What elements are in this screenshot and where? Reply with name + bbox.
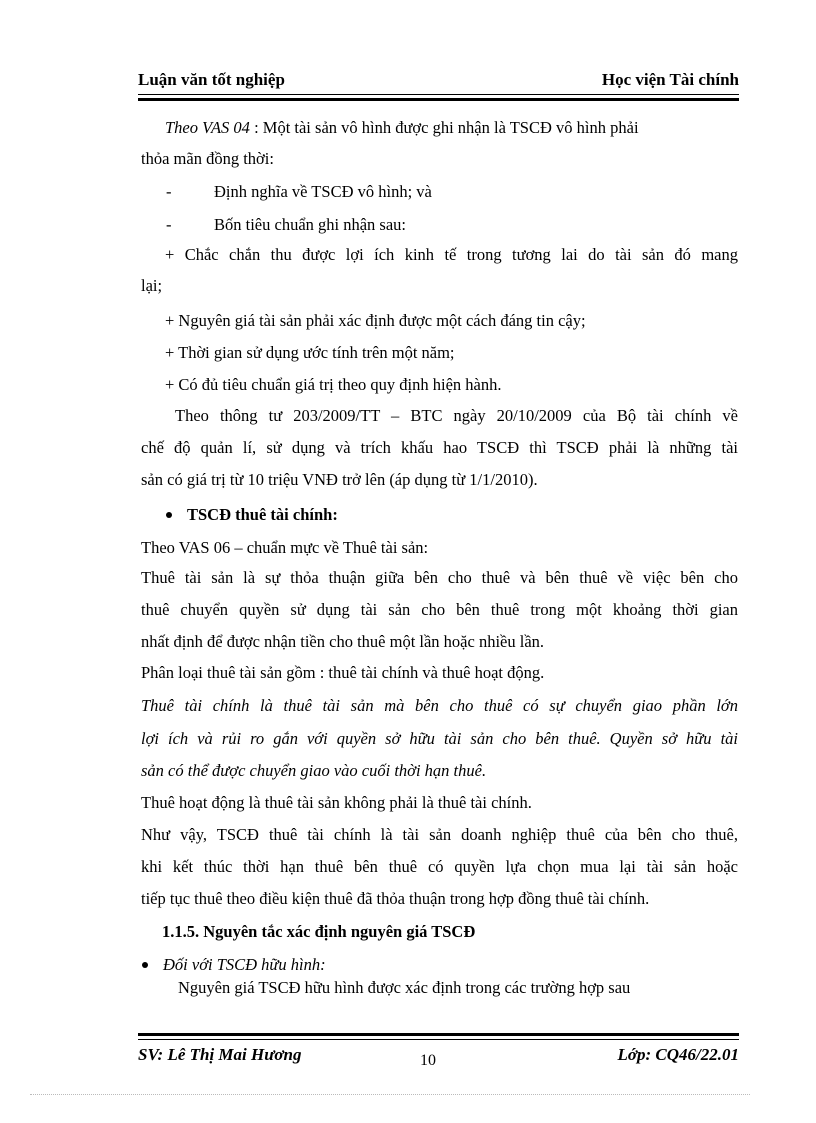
paragraph-tangible-cost: Nguyên giá TSCĐ hữu hình được xác định trong các trường hợp sau	[178, 978, 631, 997]
footer-student: SV: Lê Thị Mai Hương	[138, 1045, 302, 1064]
paragraph-lease-def-line3: nhất định để được nhận tiền cho thuê một lần hoặc nhiều lần.	[141, 632, 545, 651]
plus-item-cost: + Nguyên giá tài sản phải xác định được một cách đáng tin cậy;	[165, 311, 586, 330]
bullet-icon	[142, 962, 148, 968]
paragraph-conclusion-line3: tiếp tục thuê theo điều kiện thuê đã thỏa thuận trong hợp đồng thuê tài chính.	[141, 889, 650, 908]
paragraph-circular-line2: chế độ quản lí, sử dụng và trích khấu hao TSCĐ thì TSCĐ phải là những tài	[141, 438, 738, 457]
section-heading-1-1-5: 1.1.5. Nguyên tắc xác định nguyên giá TSCĐ	[162, 922, 476, 941]
header-institution: Học viện Tài chính	[601, 70, 739, 89]
paragraph-operating-lease: Thuê hoạt động là thuê tài sản không phải là thuê tài chính.	[141, 793, 532, 812]
dash-item-definition: Định nghĩa về TSCĐ vô hình; và	[214, 182, 432, 201]
footer-class: Lớp: CQ46/22.01	[617, 1045, 739, 1064]
paragraph-circular-line1: Theo thông tư 203/2009/TT – BTC ngày 20/10/2009 của Bộ tài chính về	[175, 406, 738, 425]
bullet-icon	[166, 512, 172, 518]
dash-item-criteria: Bốn tiêu chuẩn ghi nhận sau:	[214, 215, 407, 234]
page-number: 10	[420, 1052, 436, 1069]
paragraph-vas06: Theo VAS 06 – chuẩn mực về Thuê tài sản:	[141, 538, 429, 557]
paragraph-lease-def-line2: thuê chuyển quyền sử dụng tài sản cho bên thuê trong một khoảng thời gian	[141, 600, 738, 619]
section-bullet-finance-lease: TSCĐ thuê tài chính:	[187, 505, 338, 524]
footer-rule-thick	[138, 1033, 739, 1036]
bullet-tangible-assets: Đối với TSCĐ hữu hình:	[163, 955, 326, 974]
paragraph-lease-def-line1: Thuê tài sản là sự thỏa thuận giữa bên cho thuê và bên thuê về việc bên cho	[141, 568, 738, 587]
paragraph-circular-line3: sản có giá trị từ 10 triệu VNĐ trở lên (áp dụng từ 1/1/2010).	[141, 470, 538, 489]
paragraph-vas04-line1	[165, 118, 639, 138]
page-bottom-dotted-rule	[30, 1094, 750, 1095]
paragraph-finance-lease-line2: lợi ích và rủi ro gắn với quyền sở hữu tài sản cho bên thuê. Quyền sở hữu tài	[141, 729, 738, 748]
header-thesis-label: Luận văn tốt nghiệp	[138, 70, 285, 89]
footer-rule-thin	[138, 1039, 739, 1040]
paragraph-finance-lease-line1: Thuê tài chính là thuê tài sản mà bên cho thuê có sự chuyển giao phần lớn	[141, 696, 738, 715]
vas04-lead: Theo VAS 04	[165, 118, 250, 137]
paragraph-conclusion-line1: Như vậy, TSCĐ thuê tài chính là tài sản doanh nghiệp thuê của bên cho thuê,	[141, 825, 738, 844]
page-header	[138, 70, 739, 94]
plus-item-benefit-line2: lại;	[141, 276, 163, 295]
paragraph-lease-types: Phân loại thuê tài sản gồm : thuê tài chính và thuê hoạt động.	[141, 663, 545, 682]
paragraph-vas04-line2: thỏa mãn đồng thời:	[141, 149, 274, 168]
dash-marker: -	[166, 215, 172, 234]
plus-item-benefit-line1: + Chắc chắn thu được lợi ích kinh tế trong tương lai do tài sản đó mang	[165, 245, 738, 264]
header-rule-thin	[138, 94, 739, 95]
plus-item-useful-life: + Thời gian sử dụng ước tính trên một năm;	[165, 343, 455, 362]
vas04-rest: : Một tài sản vô hình được ghi nhận là TSCĐ vô hình phải	[249, 118, 639, 137]
plus-item-value-standard: + Có đủ tiêu chuẩn giá trị theo quy định hiện hành.	[165, 375, 502, 394]
dash-marker: -	[166, 182, 172, 201]
paragraph-conclusion-line2: khi kết thúc thời hạn thuê bên thuê có quyền lựa chọn mua lại tài sản hoặc	[141, 857, 738, 876]
paragraph-finance-lease-line3: sản có thể được chuyển giao vào cuối thời hạn thuê.	[141, 761, 487, 780]
header-rule-thick	[138, 98, 739, 101]
